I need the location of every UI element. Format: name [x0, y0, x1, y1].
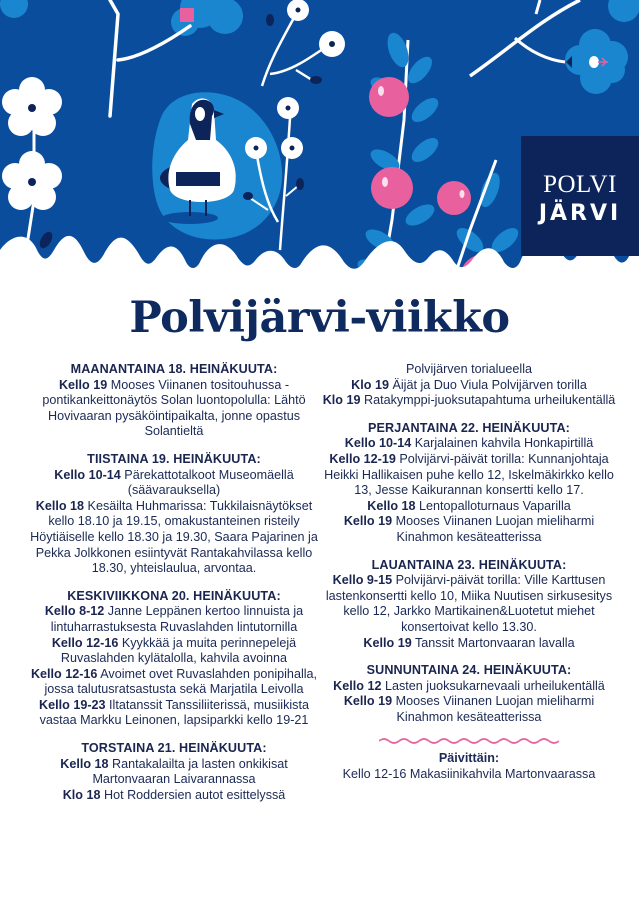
daily-text: Kello 12-16 Makasiinikahvila Martonvaarassa — [342, 767, 596, 782]
daily-heading: Päivittäin: — [438, 751, 500, 766]
day-saturday — [318, 558, 620, 652]
event-time: Kello 12 — [333, 678, 382, 693]
day-friday — [318, 421, 620, 546]
day-heading: TIISTAINA 19. HEINÄKUUTA: — [87, 451, 261, 466]
event-item — [30, 604, 318, 635]
event-time: Kello 12-19 — [329, 451, 396, 466]
event-time: Kello 19 — [343, 514, 393, 529]
event-item — [30, 636, 318, 667]
event-text: Lentopalloturnaus Vaparilla — [415, 498, 571, 513]
event-time: Kello 19 — [58, 377, 108, 392]
day-heading: LAUANTAINA 23. HEINÄKUUTA: — [371, 557, 567, 572]
schedule-left-column — [30, 362, 318, 815]
event-text: Äijät ja Duo Viula Polvijärven torilla — [388, 377, 587, 392]
event-time: Klo 19 — [322, 393, 361, 408]
event-item — [318, 679, 620, 695]
event-time: Kello 19-23 — [39, 697, 106, 712]
day-heading: MAANANTAINA 18. HEINÄKUUTA: — [70, 362, 278, 376]
event-text: Mooses Viinanen Luojan mieliharmi Kinahmon kesäteatterissa — [392, 514, 595, 544]
event-text: Hot Roddersien autot esittelyssä — [100, 787, 286, 802]
event-time: Kello 12-16 — [51, 635, 119, 650]
event-time: Kello 8-12 — [44, 604, 105, 619]
event-time: Kello 19 — [363, 635, 412, 650]
event-time: Klo 19 — [351, 377, 389, 392]
event-item — [30, 378, 318, 440]
event-time: Kello 18 — [367, 498, 416, 513]
page-title: Polvijärvi-viikko — [129, 293, 510, 343]
polvijarvi-logo — [521, 136, 639, 256]
thursday-continued — [318, 362, 620, 409]
day-monday — [30, 362, 318, 440]
event-item — [318, 362, 620, 378]
event-time: Kello 10-14 — [344, 436, 412, 451]
day-heading: PERJANTAINA 22. HEINÄKUUTA: — [368, 420, 570, 435]
day-wednesday — [30, 589, 318, 729]
event-item — [30, 499, 318, 577]
event-item — [318, 499, 620, 515]
event-text: Polvijärven torialueella — [405, 362, 532, 376]
event-item — [318, 636, 620, 652]
event-text: Janne Leppänen kertoo linnuista ja lintuharrastuksesta Ruvaslahden lintutornilla — [50, 604, 304, 634]
event-item — [318, 436, 620, 452]
event-text: Polvijärvi-päivät torilla: Kunnanjohtaja Heikki Hallikaisen puhe kello 12, Iskelmäkirkko kello 13, Jesse Kaikurannan konsertti kello 17. — [324, 451, 614, 498]
logo-bottom-text: JÄRVI — [538, 200, 622, 226]
daily-section — [318, 751, 620, 782]
event-item — [318, 452, 620, 499]
event-text: Tanssit Martonvaaran lavalla — [411, 635, 575, 650]
event-text: Polvijärvi-päivät torilla: Ville Karttusen lastenkonsertti kello 10, Miika Nuutisen sirkusesitys kello 12, Jarkko Martikainen&Luotetut miehet konsertoivat kello 13.30. — [325, 573, 613, 634]
event-text: Pärekattotalkoot Museomäellä (säävarauksella) — [120, 467, 294, 498]
event-text: Mooses Viinanen Luojan mieliharmi Kinahmon kesäteatterissa — [392, 694, 595, 724]
event-item — [30, 757, 318, 788]
event-text: Karjalainen kahvila Honkapirtillä — [411, 436, 594, 451]
event-time: Kello 10-14 — [54, 467, 121, 482]
event-item — [30, 788, 318, 804]
day-heading: KESKIVIIKKONA 20. HEINÄKUUTA: — [67, 588, 281, 603]
event-text: Kyykkää ja muita perinnepelejä Ruvaslahden kylätalolla, kahvila avoinna — [60, 635, 297, 666]
event-item — [30, 698, 318, 729]
event-item — [318, 514, 620, 545]
event-time: Kello 12-16 — [30, 666, 98, 681]
event-item — [318, 378, 620, 394]
event-time: Kello 19 — [343, 694, 393, 709]
event-time: Kello 18 — [35, 498, 85, 513]
event-item — [318, 393, 620, 409]
event-time: Kello 18 — [60, 756, 109, 771]
event-text: Ratakymppi-juoksutapahtuma urheilukentällä — [360, 393, 616, 408]
logo-top-text: POLVI — [543, 170, 617, 198]
event-item — [30, 468, 318, 499]
event-text: Avoimet ovet Ruvaslahden ponipihalla, jossa talutusratsastusta sekä Marjatila Leivolla — [44, 666, 318, 697]
event-text: Rantakalailta ja lasten onkikisat Martonvaaran Laivarannassa — [92, 756, 288, 787]
event-time: Klo 18 — [62, 787, 101, 802]
day-tuesday — [30, 452, 318, 577]
day-thursday — [30, 741, 318, 803]
event-text: Mooses Viinanen tositouhussa -pontikankeittonäytös Solan luontopolulla: Lähtö Hovivaaran pysäköintipaikalta, jonne opastus Solantieltä — [42, 377, 306, 439]
event-item — [318, 694, 620, 725]
event-item — [318, 573, 620, 635]
wavy-divider-icon — [379, 737, 559, 745]
event-text: Kesäilta Huhmarissa: Tukkilaisnäytökset kello 18.10 ja 19.15, omakustanteinen risteily Höytiäiselle kello 18.30 ja 19.30, Saara Pajarinen ja Pekka Jolkkonen esiintyvät Rantakahvilassa kello 18.30, yhteislaulua, arvontaa. — [30, 498, 318, 576]
day-sunday — [318, 663, 620, 725]
event-time: Kello 9-15 — [332, 573, 393, 588]
day-heading: TORSTAINA 21. HEINÄKUUTA: — [81, 741, 267, 756]
event-text: Iltatanssit Tanssiliiterissä, musiikista vastaa Markku Leinonen, lapsiparkki kello 19-21 — [39, 697, 309, 728]
day-heading: SUNNUNTAINA 24. HEINÄKUUTA: — [366, 663, 572, 678]
event-text: Lasten juoksukarnevaali urheilukentällä — [381, 678, 605, 693]
event-item — [30, 667, 318, 698]
schedule-right-column — [318, 362, 620, 783]
